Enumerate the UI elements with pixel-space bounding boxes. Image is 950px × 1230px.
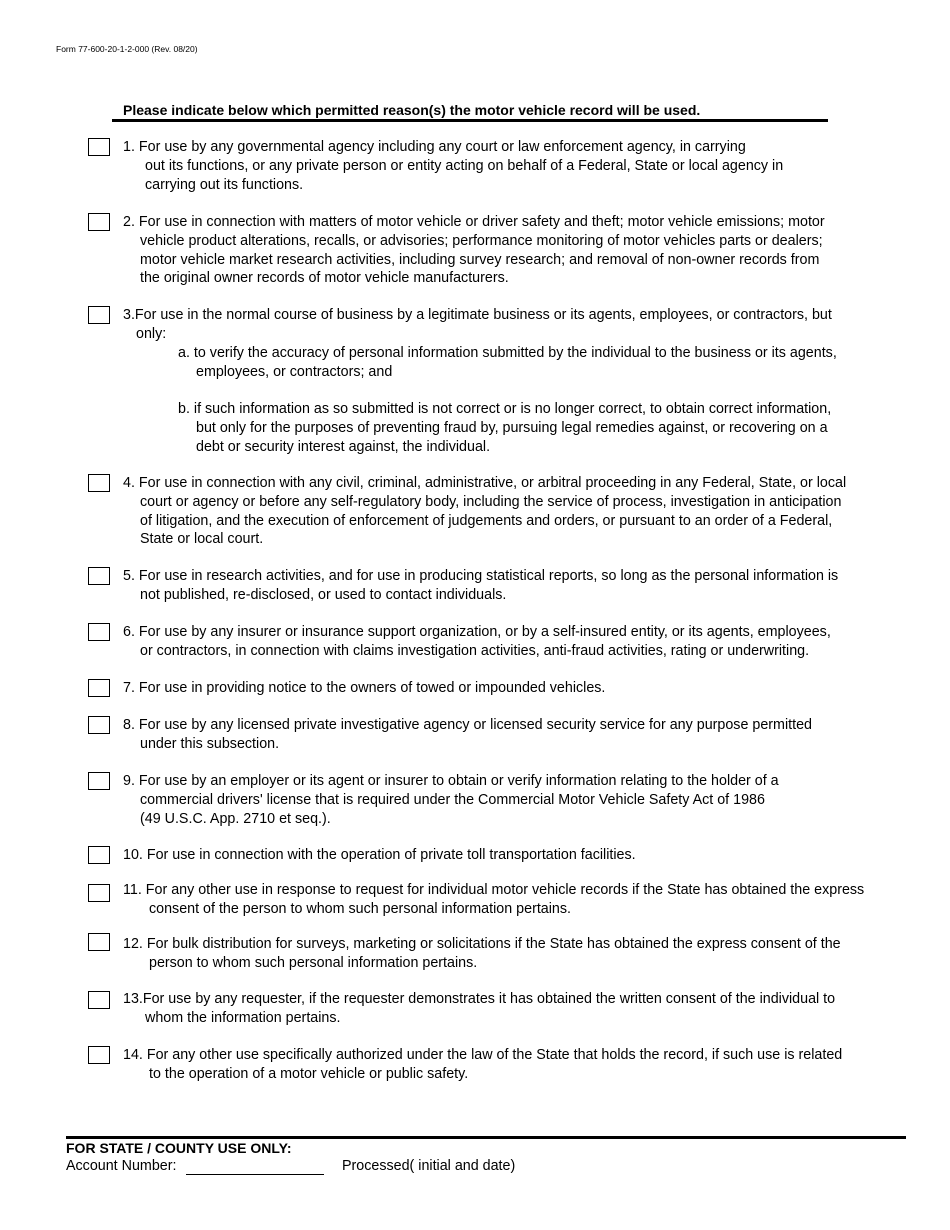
reason-checkbox-1[interactable]: [88, 138, 110, 156]
reason-line: 13.For use by any requester, if the requester demonstrates it has obtained the written consent of the individual to: [123, 991, 836, 1007]
reason-line: (49 U.S.C. App. 2710 et seq.).: [140, 810, 331, 827]
account-number-label: Account Number:: [66, 1158, 177, 1174]
reason-checkbox-4[interactable]: [88, 474, 110, 492]
reason-line: b. if such information as so submitted is not correct or is no longer correct, to obtain correct information,: [178, 401, 832, 417]
reason-line: court or agency or before any self-regulatory body, including the service of process, investigation in anticipation: [140, 493, 842, 510]
reason-line: out its functions, or any private person or entity acting on behalf of a Federal, State or local agency in: [145, 157, 784, 174]
reason-line: not published, re-disclosed, or used to contact individuals.: [140, 586, 507, 603]
reason-line: vehicle product alterations, recalls, or advisories; performance monitoring of motor vehicles parts or dealers;: [140, 232, 823, 249]
reason-line: under this subsection.: [140, 735, 280, 752]
reason-checkbox-12[interactable]: [88, 933, 110, 951]
reason-line: to the operation of a motor vehicle or public safety.: [149, 1065, 469, 1082]
reason-checkbox-2[interactable]: [88, 213, 110, 231]
reason-checkbox-10[interactable]: [88, 846, 110, 864]
reason-checkbox-8[interactable]: [88, 716, 110, 734]
reason-line: 2. For use in connection with matters of motor vehicle or driver safety and theft; motor vehicle emissions; motor: [123, 214, 825, 230]
reason-line: 1. For use by any governmental agency including any court or law enforcement agency, in carrying: [123, 139, 746, 155]
reason-line: but only for the purposes of preventing fraud by, pursuing legal remedies against, or recovering on a: [196, 419, 828, 436]
reason-line: commercial drivers' license that is required under the Commercial Motor Vehicle Safety Act of 1986: [140, 791, 765, 808]
form-id: Form 77-600-20-1-2-000 (Rev. 08/20): [56, 44, 198, 54]
processed-label: Processed( initial and date): [342, 1158, 516, 1174]
reason-line: State or local court.: [140, 531, 264, 548]
reason-checkbox-7[interactable]: [88, 679, 110, 697]
reason-line: 5. For use in research activities, and for use in producing statistical reports, so long as the personal information is: [123, 568, 839, 584]
reason-line: or contractors, in connection with claims investigation activities, anti-fraud activities, rating or underwriting.: [140, 642, 810, 659]
reason-checkbox-14[interactable]: [88, 1046, 110, 1064]
reason-line: 6. For use by any insurer or insurance support organization, or by a self-insured entity, or its agents, employees,: [123, 624, 831, 640]
reason-line: 7. For use in providing notice to the owners of towed or impounded vehicles.: [123, 680, 606, 696]
reason-checkbox-3[interactable]: [88, 306, 110, 324]
reason-line: 12. For bulk distribution for surveys, marketing or solicitations if the State has obtained the express consent of the: [123, 936, 841, 952]
reason-checkbox-6[interactable]: [88, 623, 110, 641]
reason-line: 8. For use by any licensed private investigative agency or licensed security service for any purpose permitted: [123, 717, 812, 733]
reason-line: 11. For any other use in response to request for individual motor vehicle records if the State has obtained the express: [123, 882, 865, 898]
reason-checkbox-11[interactable]: [88, 884, 110, 902]
reason-line: only:: [136, 325, 167, 342]
reason-line: 3.For use in the normal course of business by a legitimate business or its agents, employees, or contractors, but: [123, 307, 832, 323]
reason-3-sub-b: [178, 400, 831, 456]
reason-line: the original owner records of motor vehicle manufacturers.: [140, 270, 509, 287]
reason-line: of litigation, and the execution of enforcement of judgements and orders, or pursuant to an order of a Federal,: [140, 512, 833, 529]
reason-line: carrying out its functions.: [145, 176, 304, 193]
reason-line: employees, or contractors; and: [196, 363, 393, 380]
reason-checkbox-9[interactable]: [88, 772, 110, 790]
reason-line: 9. For use by an employer or its agent or insurer to obtain or verify information relating to the holder of a: [123, 773, 779, 789]
reason-checkbox-5[interactable]: [88, 567, 110, 585]
section-heading: Please indicate below which permitted reason(s) the motor vehicle record will be used.: [112, 102, 828, 122]
reason-line: 4. For use in connection with any civil, criminal, administrative, or arbitral proceeding in any Federal, State, or local: [123, 475, 847, 491]
reason-line: whom the information pertains.: [145, 1009, 341, 1026]
footer-title: FOR STATE / COUNTY USE ONLY:: [66, 1140, 292, 1156]
reason-checkbox-13[interactable]: [88, 991, 110, 1009]
account-number-input[interactable]: [186, 1158, 324, 1175]
reason-line: debt or security interest against, the individual.: [196, 438, 491, 455]
reason-line: 10. For use in connection with the operation of private toll transportation facilities.: [123, 847, 636, 863]
reason-3-sub-a: [178, 344, 837, 382]
reason-line: 14. For any other use specifically authorized under the law of the State that holds the record, if such use is related: [123, 1047, 843, 1063]
reason-line: consent of the person to whom such personal information pertains.: [149, 900, 571, 917]
reason-line: motor vehicle market research activities, including survey research; and removal of non-owner records from: [140, 251, 820, 268]
reason-line: a. to verify the accuracy of personal information submitted by the individual to the business or its agents,: [178, 345, 837, 361]
footer-divider: [66, 1136, 906, 1139]
reason-line: person to whom such personal information pertains.: [149, 954, 478, 971]
